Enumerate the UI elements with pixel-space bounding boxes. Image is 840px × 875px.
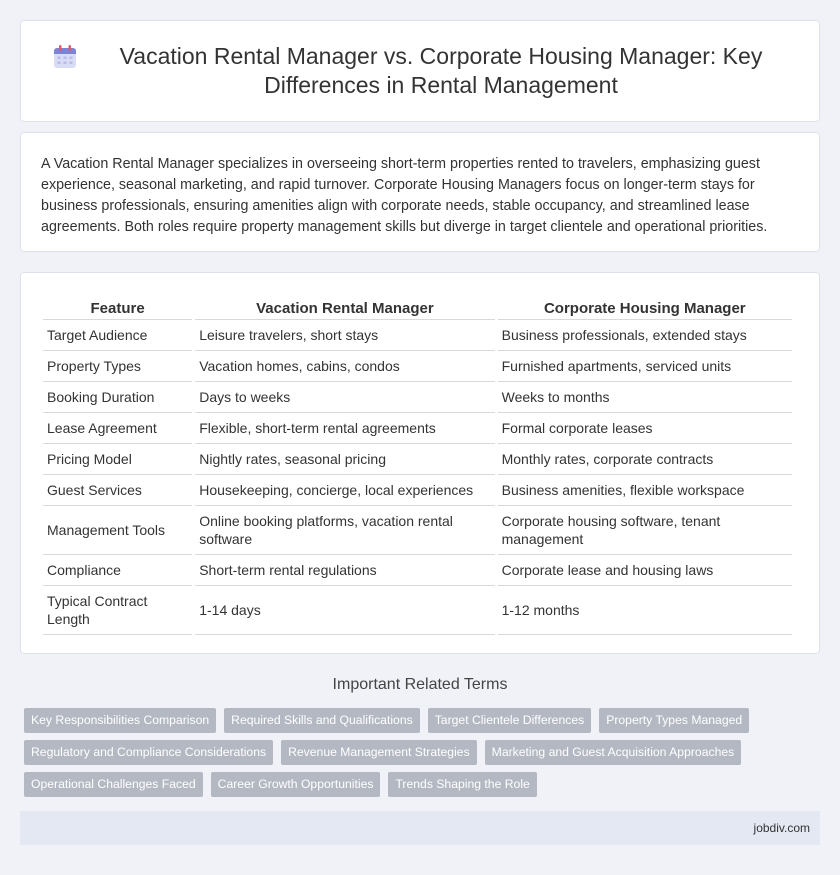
calendar-icon (51, 43, 79, 71)
page-title: Vacation Rental Manager vs. Corporate Housing Manager: Key Differences in Rental Management (119, 43, 763, 98)
related-terms-title: Important Related Terms (332, 676, 508, 693)
table-cell: 1-14 days (195, 586, 494, 635)
table-row (43, 555, 792, 586)
table-cell: Leisure travelers, short stays (195, 320, 494, 351)
related-tag[interactable]: Required Skills and Qualifications (224, 708, 420, 733)
table-row (43, 475, 792, 506)
table-cell: Target Audience (43, 320, 192, 351)
table-cell: Compliance (43, 555, 192, 586)
column-header-feature: Feature (43, 295, 192, 320)
footer-site-link[interactable]: jobdiv.com (753, 821, 810, 835)
table-cell: Corporate lease and housing laws (498, 555, 792, 586)
related-tag[interactable]: Target Clientele Differences (428, 708, 592, 733)
table-row (43, 382, 792, 413)
table-cell: Business professionals, extended stays (498, 320, 792, 351)
table-cell: Typical Contract Length (43, 586, 192, 635)
table-cell: Short-term rental regulations (195, 555, 494, 586)
table-row (43, 320, 792, 351)
table-cell: Online booking platforms, vacation rental software (195, 506, 494, 555)
related-tag[interactable]: Operational Challenges Faced (24, 772, 203, 797)
intro-card (20, 132, 820, 252)
header-card (20, 20, 820, 122)
related-terms-tags (24, 708, 824, 804)
related-tag[interactable]: Trends Shaping the Role (388, 772, 536, 797)
table-row (43, 351, 792, 382)
table-cell: Flexible, short-term rental agreements (195, 413, 494, 444)
related-tag[interactable]: Property Types Managed (599, 708, 749, 733)
column-header-vacation: Vacation Rental Manager (195, 295, 494, 320)
related-tag[interactable]: Key Responsibilities Comparison (24, 708, 216, 733)
table-cell: Furnished apartments, serviced units (498, 351, 792, 382)
related-tag[interactable]: Marketing and Guest Acquisition Approaches (485, 740, 742, 765)
column-header-corporate: Corporate Housing Manager (498, 295, 792, 320)
table-cell: Lease Agreement (43, 413, 192, 444)
table-row (43, 413, 792, 444)
intro-text: A Vacation Rental Manager specializes in overseeing short-term properties rented to travelers, emphasizing guest experience, seasonal marketing, and rapid turnover. Corporate Housing Managers focus on longer-term stays for business professionals, ensuring amenities align with corporate needs, stable occupancy, and streamlined lease agreements. Both roles require property management skills but diverge in target clientele and operational priorities. (41, 156, 768, 235)
table-cell: Nightly rates, seasonal pricing (195, 444, 494, 475)
related-tag[interactable]: Career Growth Opportunities (211, 772, 381, 797)
table-header-row (43, 295, 792, 320)
comparison-table (40, 295, 795, 635)
table-cell: Days to weeks (195, 382, 494, 413)
related-tag[interactable]: Regulatory and Compliance Considerations (24, 740, 273, 765)
table-row (43, 586, 792, 635)
table-row (43, 444, 792, 475)
table-cell: Vacation homes, cabins, condos (195, 351, 494, 382)
table-cell: Business amenities, flexible workspace (498, 475, 792, 506)
table-cell: Management Tools (43, 506, 192, 555)
table-cell: Weeks to months (498, 382, 792, 413)
table-cell: Housekeeping, concierge, local experiences (195, 475, 494, 506)
related-tag[interactable]: Revenue Management Strategies (281, 740, 477, 765)
table-cell: Corporate housing software, tenant management (498, 506, 792, 555)
table-cell: Booking Duration (43, 382, 192, 413)
table-cell: 1-12 months (498, 586, 792, 635)
table-cell: Pricing Model (43, 444, 192, 475)
table-row (43, 506, 792, 555)
footer (20, 811, 820, 845)
table-cell: Monthly rates, corporate contracts (498, 444, 792, 475)
table-cell: Property Types (43, 351, 192, 382)
comparison-table-card (20, 272, 820, 654)
table-cell: Formal corporate leases (498, 413, 792, 444)
table-cell: Guest Services (43, 475, 192, 506)
